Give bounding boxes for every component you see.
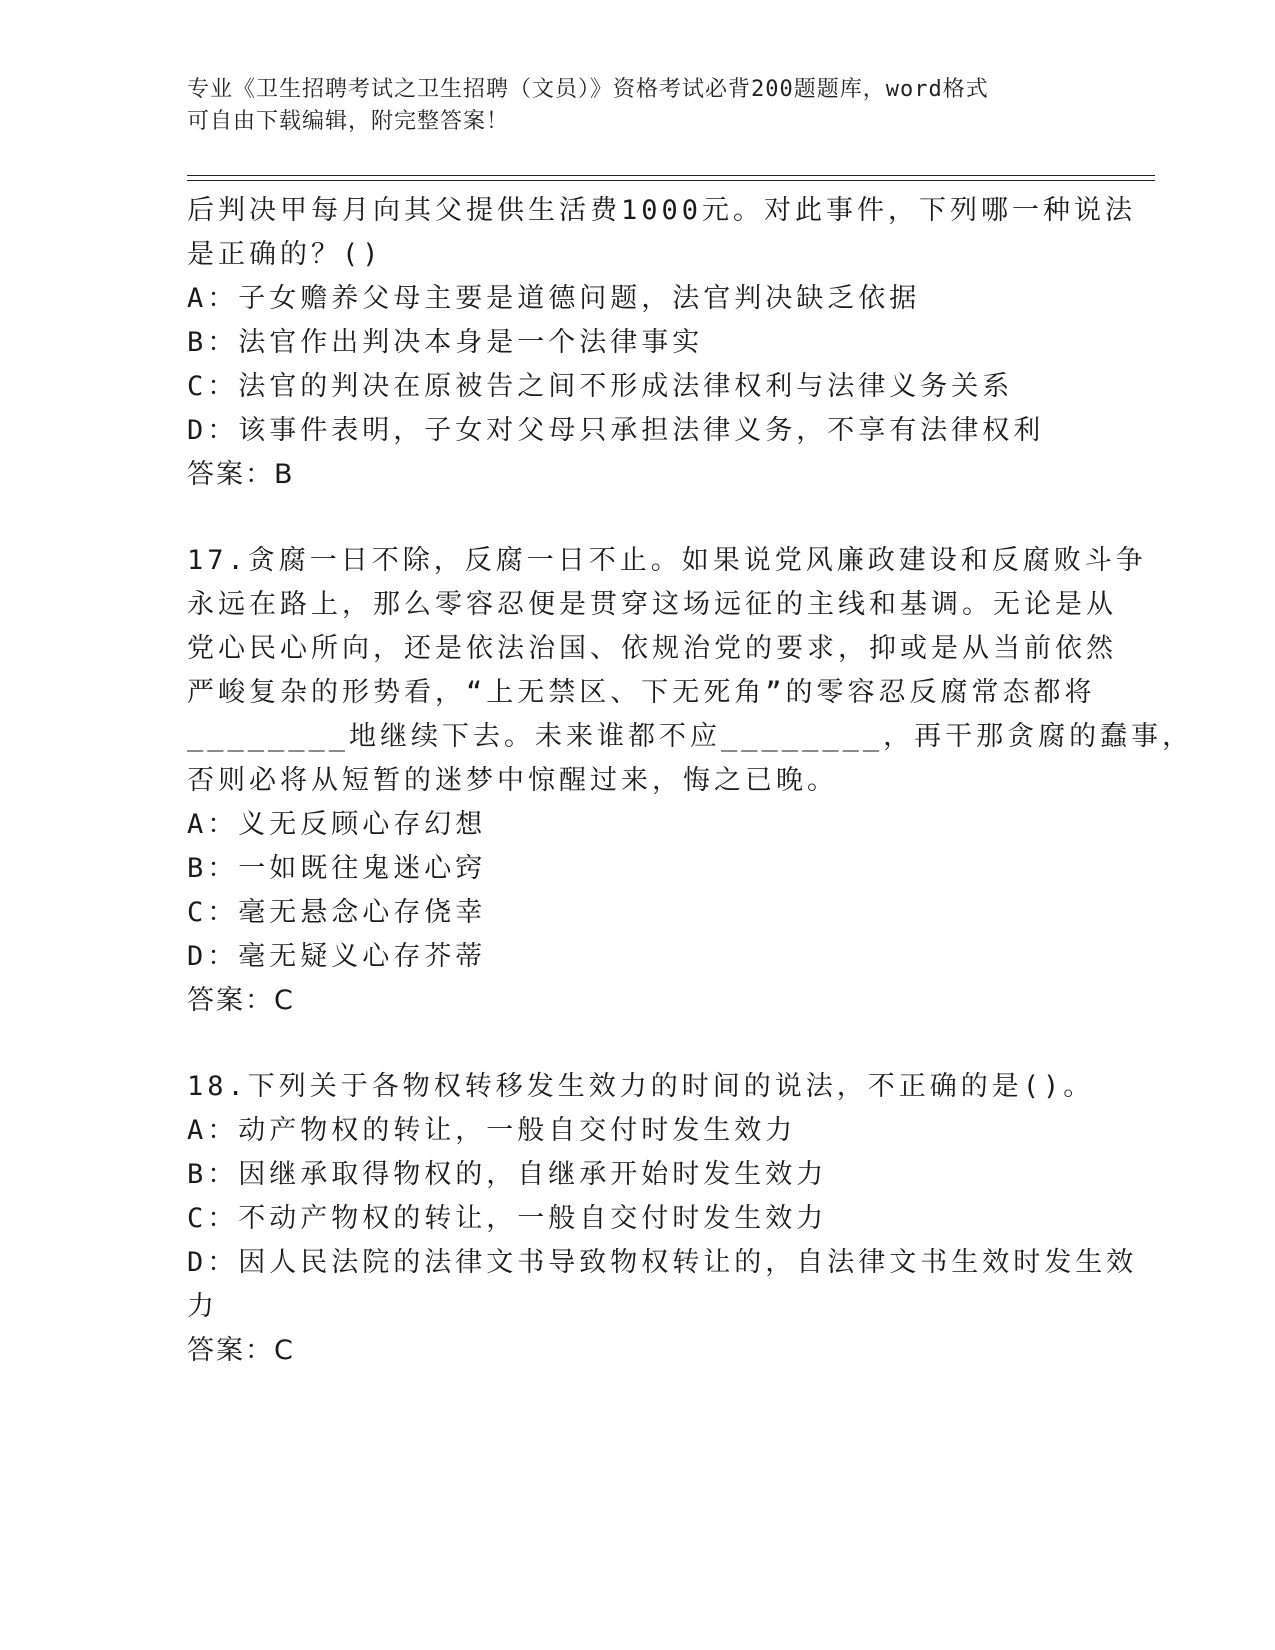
q16-option-c: C：法官的判决在原被告之间不形成法律权利与法律义务关系 bbox=[187, 371, 1014, 402]
header-divider-bottom bbox=[187, 180, 1155, 181]
q17-stem-line-3: 党心民心所向，还是依法治国、依规治党的要求，抑或是从当前依然 bbox=[187, 633, 1117, 664]
header-line-1: 专业《卫生招聘考试之卫生招聘（文员）》资格考试必背200题题库，word格式 bbox=[187, 77, 989, 102]
q16-stem-line-2: 是正确的？() bbox=[187, 239, 383, 270]
q18-option-d-line-1: D：因人民法院的法律文书导致物权转让的，自法律文书生效时发生效 bbox=[187, 1247, 1138, 1278]
q16-answer: 答案：B bbox=[187, 459, 295, 490]
header-divider-top bbox=[187, 175, 1155, 176]
q18-answer: 答案：C bbox=[187, 1335, 295, 1366]
q16-stem-line-1: 后判决甲每月向其父提供生活费1000元。对此事件，下列哪一种说法 bbox=[187, 195, 1137, 226]
q18-stem-line-1: 18.下列关于各物权转移发生效力的时间的说法，不正确的是()。 bbox=[187, 1071, 1095, 1102]
q17-stem-line-2: 永远在路上，那么零容忍便是贯穿这场远征的主线和基调。无论是从 bbox=[187, 589, 1117, 620]
q18-option-c: C：不动产物权的转让，一般自交付时发生效力 bbox=[187, 1203, 828, 1234]
q16-option-d: D：该事件表明，子女对父母只承担法律义务，不享有法律权利 bbox=[187, 415, 1045, 446]
q16-option-b: B：法官作出判决本身是一个法律事实 bbox=[187, 327, 704, 358]
q17-answer: 答案：C bbox=[187, 985, 295, 1016]
q18-option-b: B：因继承取得物权的，自继承开始时发生效力 bbox=[187, 1159, 828, 1190]
q17-option-c: C：毫无悬念心存侥幸 bbox=[187, 897, 487, 928]
q17-option-a: A：义无反顾心存幻想 bbox=[187, 809, 487, 840]
q17-stem-line-6: 否则必将从短暂的迷梦中惊醒过来，悔之已晚。 bbox=[187, 765, 838, 796]
q17-stem-line-5: ________地继续下去。未来谁都不应________，再干那贪腐的蠢事， bbox=[187, 721, 1194, 752]
q17-stem-line-1: 17.贪腐一日不除，反腐一日不止。如果说党风廉政建设和反腐败斗争 bbox=[187, 545, 1147, 576]
q18-option-d-line-2: 力 bbox=[187, 1291, 218, 1322]
q17-stem-line-4: 严峻复杂的形势看，“上无禁区、下无死角”的零容忍反腐常态都将 bbox=[187, 677, 1096, 708]
header-line-2: 可自由下载编辑，附完整答案！ bbox=[187, 109, 510, 134]
q16-option-a: A：子女赡养父母主要是道德问题，法官判决缺乏依据 bbox=[187, 283, 921, 314]
q18-option-a: A：动产物权的转让，一般自交付时发生效力 bbox=[187, 1115, 797, 1146]
q17-option-d: D：毫无疑义心存芥蒂 bbox=[187, 941, 487, 972]
document-header bbox=[187, 74, 1067, 138]
q17-option-b: B：一如既往鬼迷心窍 bbox=[187, 853, 487, 884]
